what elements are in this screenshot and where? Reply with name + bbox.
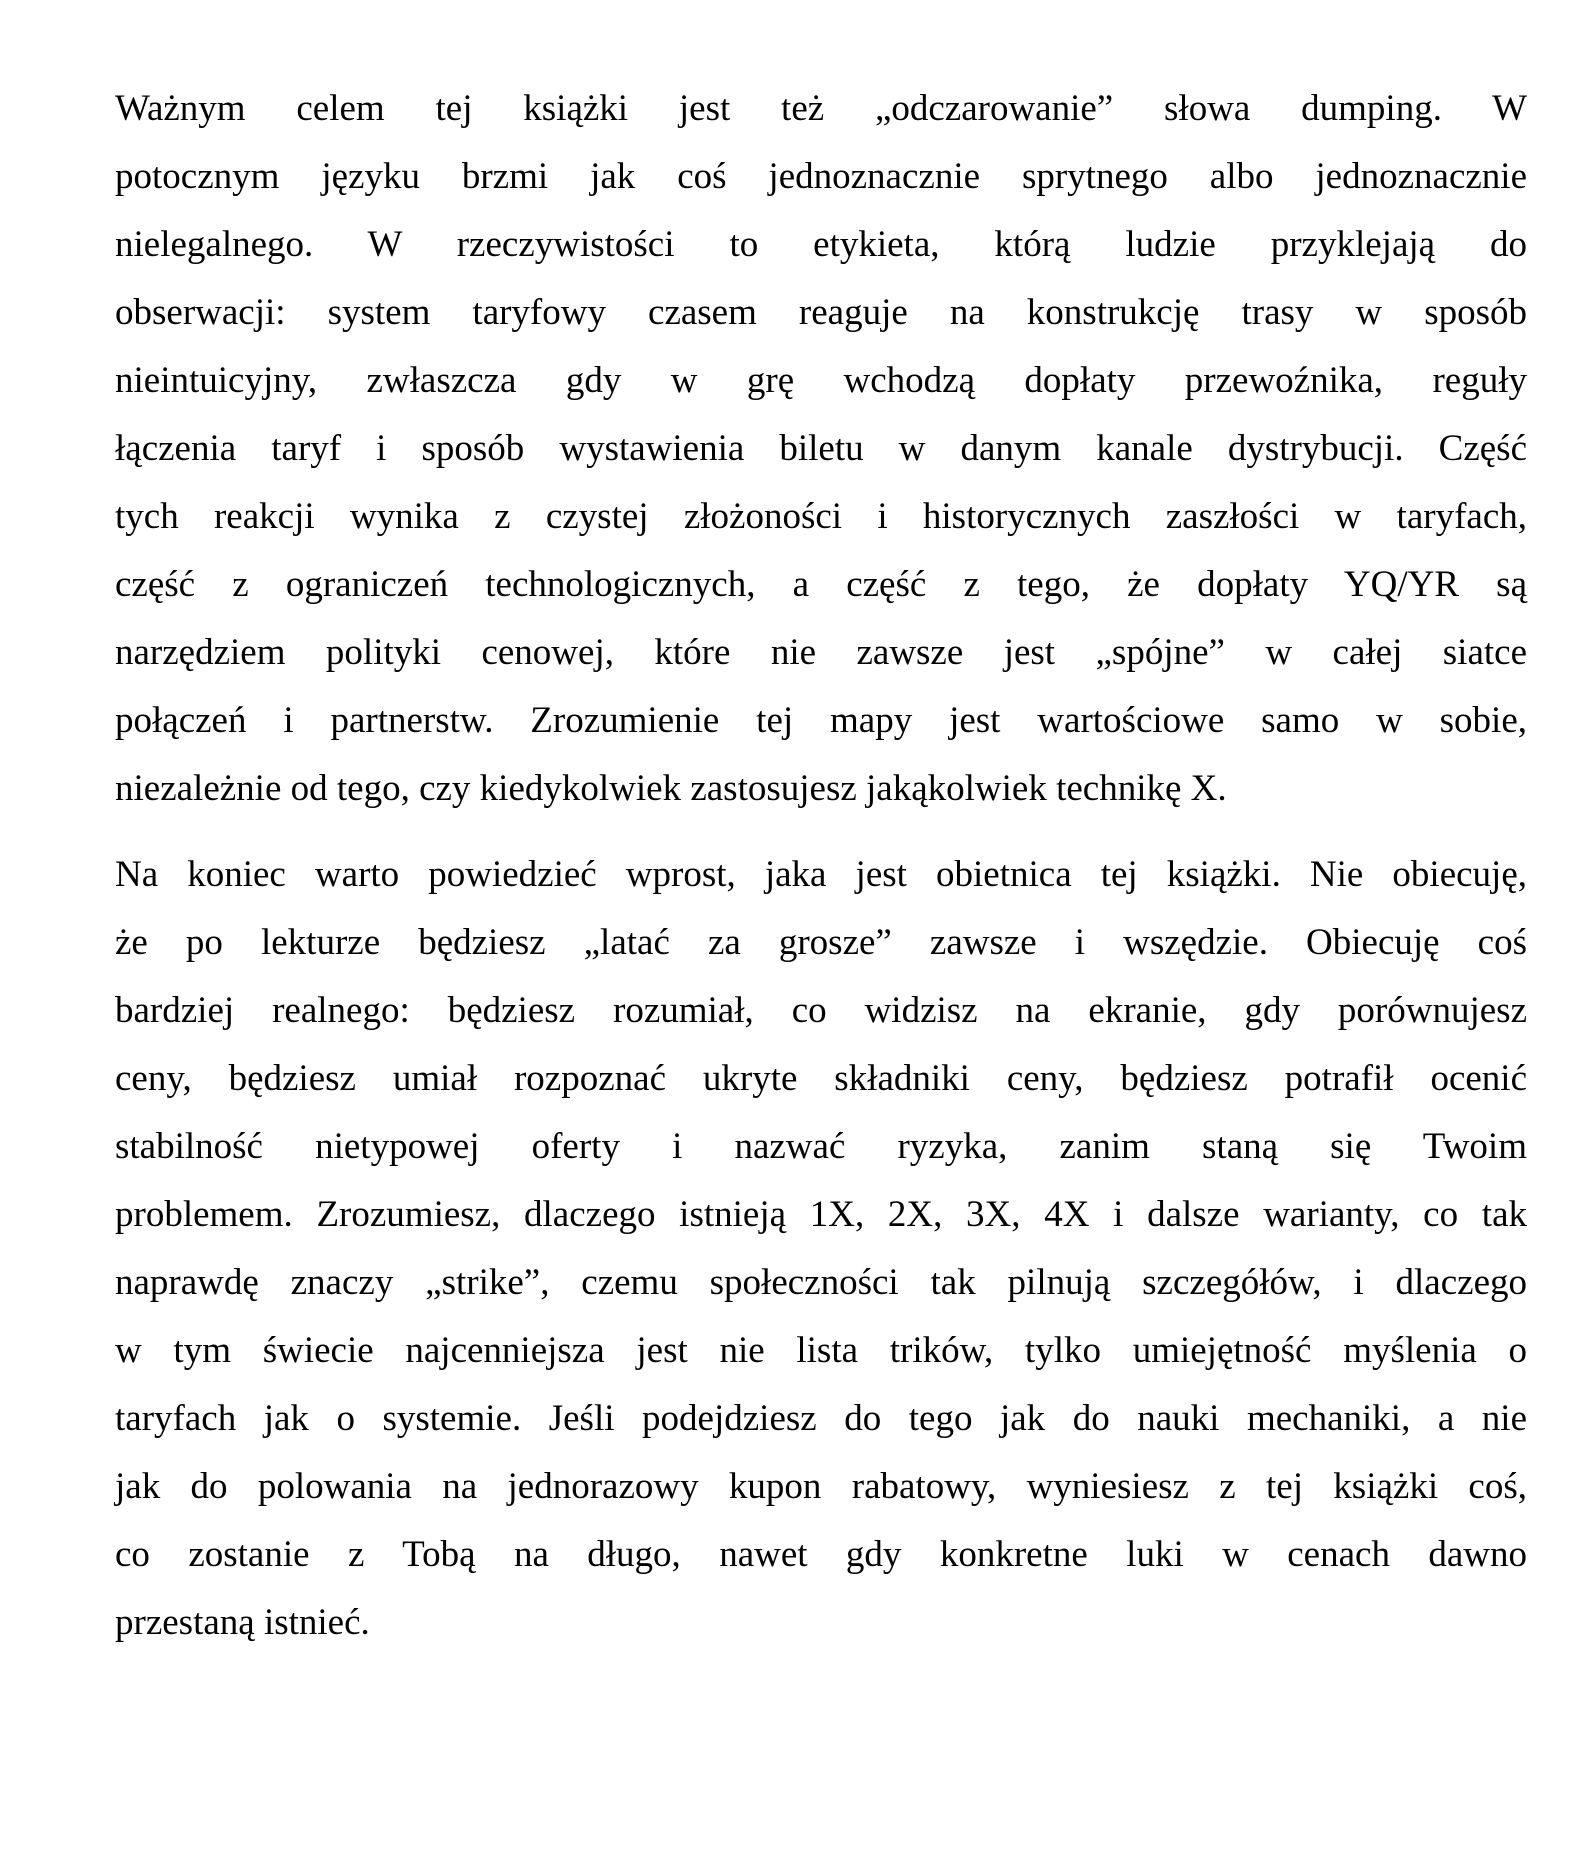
text-line: nieintuicyjny, zwłaszcza gdy w grę wchodzą dopłaty przewoźnika, reguły [115,360,1527,401]
text-line: potocznym języku brzmi jak coś jednoznacznie sprytnego albo jednoznacznie [115,156,1527,197]
text-line-last: niezależnie od tego, czy kiedykolwiek zastosujesz jakąkolwiek technikę X. [115,768,1227,809]
text-line: że po lekturze będziesz „latać za grosze” zawsze i wszędzie. Obiecuję coś [115,922,1527,963]
text-line: część z ograniczeń technologicznych, a część z tego, że dopłaty YQ/YR są [115,564,1527,605]
text-line: narzędziem polityki cenowej, które nie zawsze jest „spójne” w całej siatce [115,632,1527,673]
text-line-last: przestaną istnieć. [115,1602,370,1643]
paragraph-2 [115,841,1527,1657]
text-line: ceny, będziesz umiał rozpoznać ukryte składniki ceny, będziesz potrafił ocenić [115,1058,1527,1099]
paragraph-1 [115,75,1527,823]
text-line: tych reakcji wynika z czystej złożoności i historycznych zaszłości w taryfach, [115,496,1527,537]
text-line: połączeń i partnerstw. Zrozumienie tej mapy jest wartościowe samo w sobie, [115,700,1527,741]
text-line: problemem. Zrozumiesz, dlaczego istnieją 1X, 2X, 3X, 4X i dalsze warianty, co tak [115,1194,1527,1235]
text-line: łączenia taryf i sposób wystawienia biletu w danym kanale dystrybucji. Część [115,428,1527,469]
document-page [115,75,1527,1675]
text-line: naprawdę znaczy „strike”, czemu społeczności tak pilnują szczegółów, i dlaczego [115,1262,1527,1303]
text-line: jak do polowania na jednorazowy kupon rabatowy, wyniesiesz z tej książki coś, [115,1466,1527,1507]
text-line: stabilność nietypowej oferty i nazwać ryzyka, zanim staną się Twoim [115,1126,1527,1167]
text-line: Ważnym celem tej książki jest też „odczarowanie” słowa dumping. W [115,88,1527,129]
text-line: bardziej realnego: będziesz rozumiał, co widzisz na ekranie, gdy porównujesz [115,990,1527,1031]
text-line: co zostanie z Tobą na długo, nawet gdy konkretne luki w cenach dawno [115,1534,1527,1575]
text-line: Na koniec warto powiedzieć wprost, jaka jest obietnica tej książki. Nie obiecuję, [115,854,1527,895]
text-line: w tym świecie najcenniejsza jest nie lista trików, tylko umiejętność myślenia o [115,1330,1527,1371]
text-line: taryfach jak o systemie. Jeśli podejdziesz do tego jak do nauki mechaniki, a nie [115,1398,1527,1439]
text-line: nielegalnego. W rzeczywistości to etykieta, którą ludzie przyklejają do [115,224,1527,265]
text-line: obserwacji: system taryfowy czasem reaguje na konstrukcję trasy w sposób [115,292,1527,333]
